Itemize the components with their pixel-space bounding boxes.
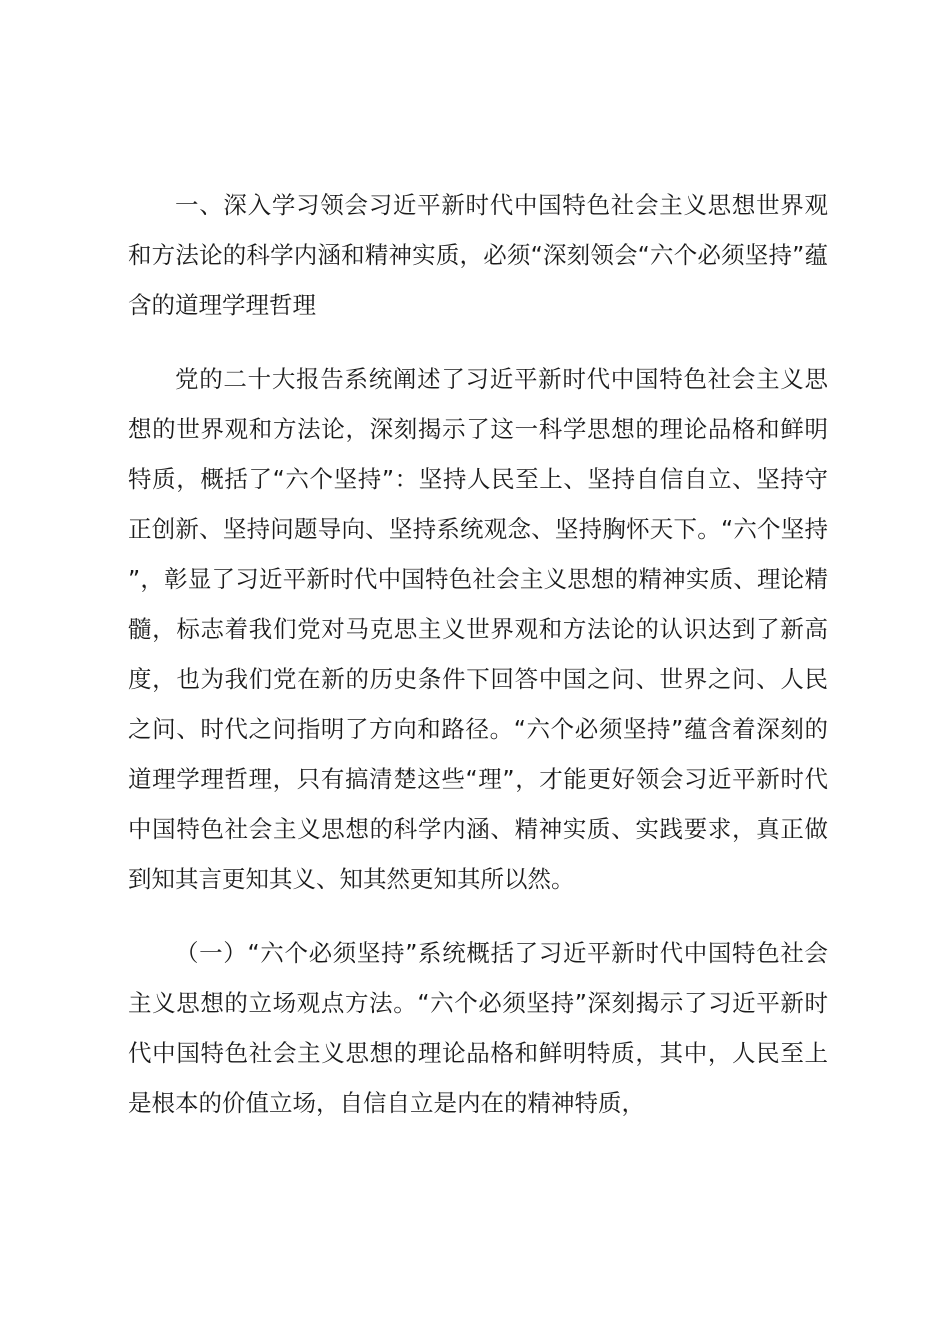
body-paragraph-1: 党的二十大报告系统阐述了习近平新时代中国特色社会主义思想的世界观和方法论，深刻揭示了这一科学思想的理论品格和鲜明特质，概括了“六个坚持”：坚持人民至上、坚持自信自立、坚持守正创新、坚持问题导向、坚持系统观念、坚持胸怀天下。“六个坚持”，彰显了习近平新时代中国特色社会主义思想的精神实质、理论精髓，标志着我们党对马克思主义世界观和方法论的认识达到了新高度，也为我们党在新的历史条件下回答中国之问、世界之问、人民之问、时代之问指明了方向和路径。“六个必须坚持”蕴含着深刻的道理学理哲理，只有搞清楚这些“理”，才能更好领会习近平新时代中国特色社会主义思想的科学内涵、精神实质、实践要求，真正做到知其言更知其义、知其然更知其所以然。 [128, 365, 828, 893]
body-paragraph-2 [128, 928, 828, 1128]
subsection-lead: （一）“六个必须坚持”系统概括了习近平新时代中国特色社会主义思想的立场观点方法。 [128, 939, 828, 1017]
subsection-body: “六个必须坚持”深刻揭示了习近平新时代中国特色社会主义思想的理论品格和鲜明特质，其中，人民至上是根本的价值立场，自信自立是内在的精神特质， [128, 989, 829, 1117]
document-body [128, 180, 828, 1128]
section-heading: 一、深入学习领会习近平新时代中国特色社会主义思想世界观和方法论的科学内涵和精神实质，必须“深刻领会“六个必须坚持”蕴含的道理学理哲理 [128, 191, 828, 319]
